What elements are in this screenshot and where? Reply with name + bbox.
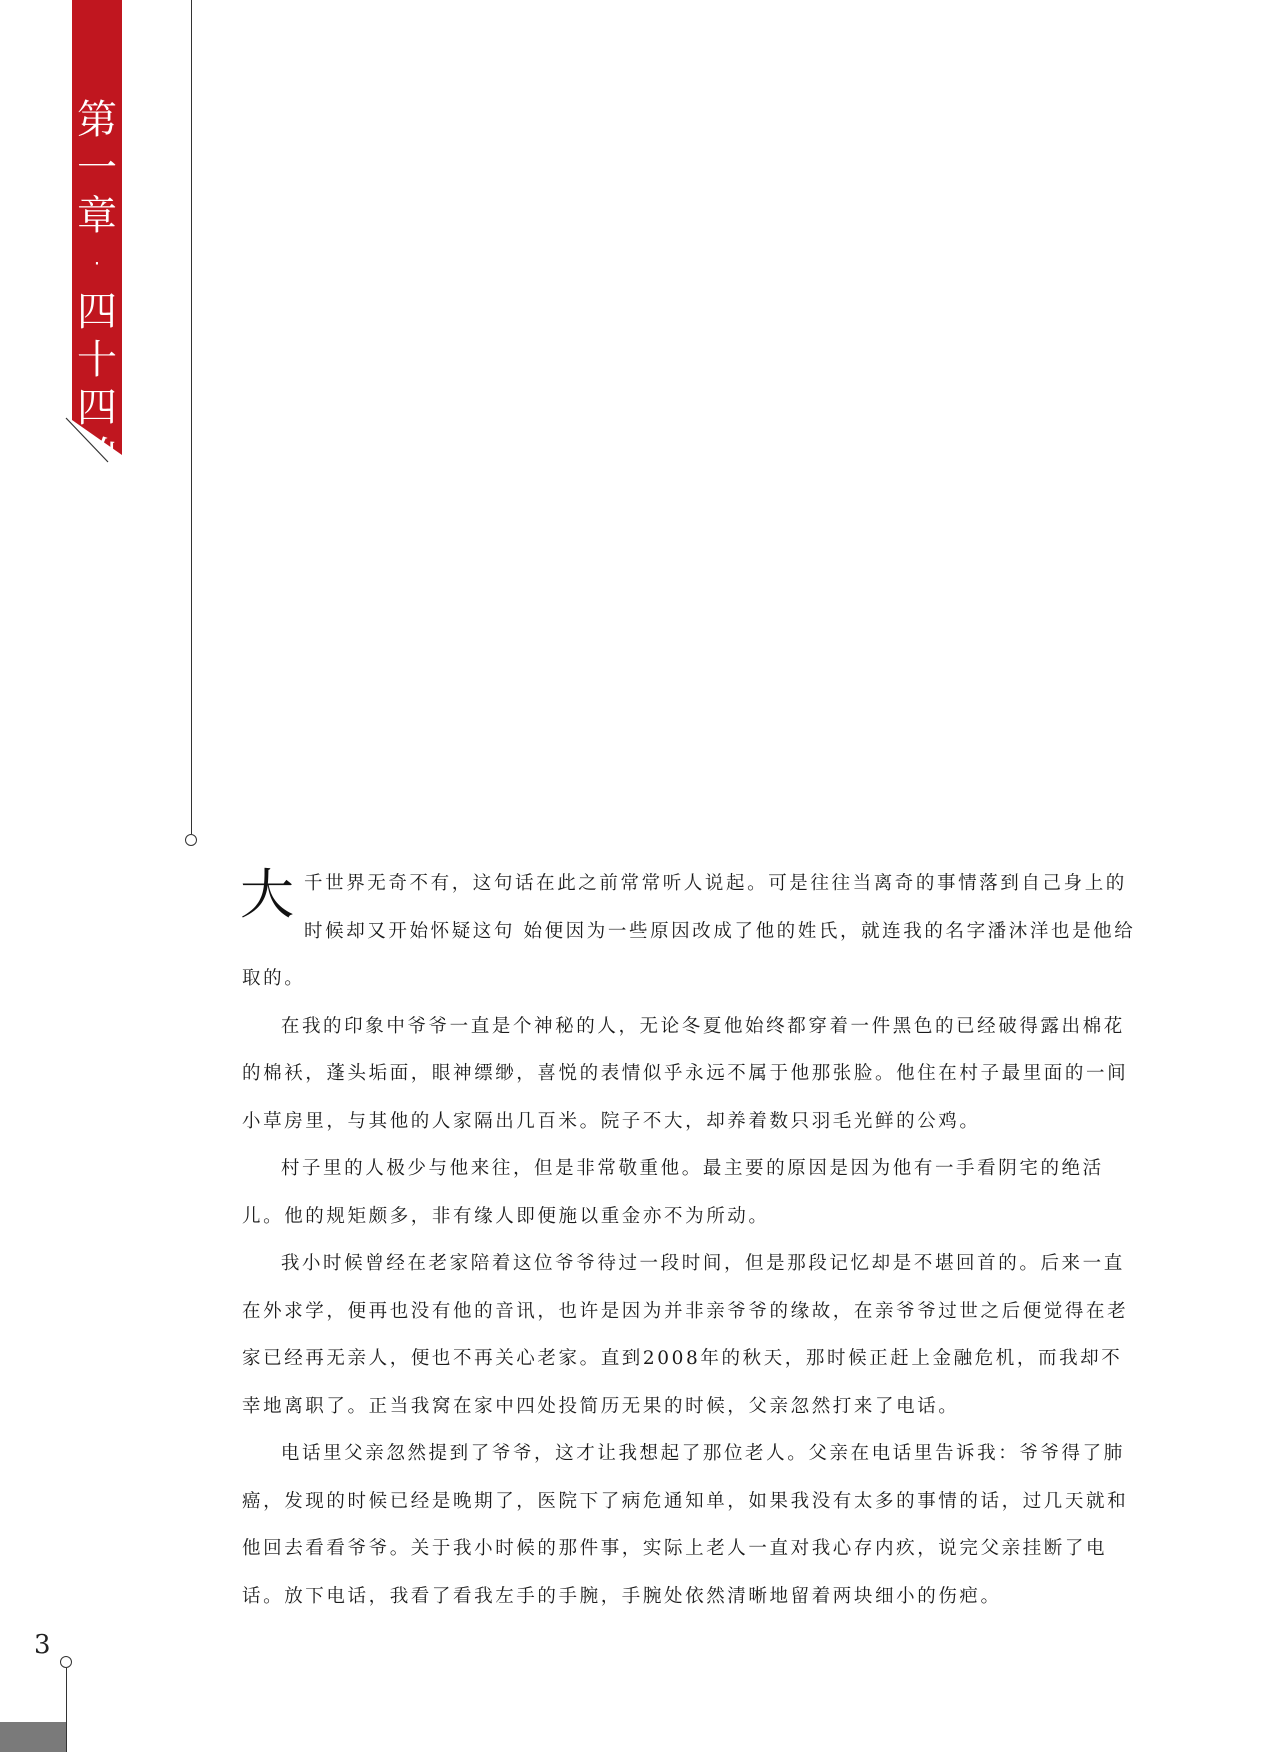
footer-vertical-line (66, 1668, 67, 1752)
chapter-title-char: 一 (77, 145, 117, 191)
banner-diagonal-line (64, 416, 124, 464)
paragraph: 在我的印象中爷爷一直是个神秘的人，无论冬夏他始终都穿着一件黑色的已经破得露出棉花的棉袄，蓬头垢面，眼神缥缈，喜悦的表情似乎永远不属于他那张脸。他住在村子最里面的一间小草房里，与其他的人家隔出几百米。院子不大，却养着数只羽毛光鲜的公鸡。 (242, 1015, 1129, 1132)
drop-cap: 大 (240, 863, 294, 926)
page-number: 3 (34, 1630, 51, 1660)
chapter-title-char: 章 (77, 193, 117, 239)
page-number-circle-ornament (60, 1656, 72, 1668)
vertical-guide-line (191, 0, 192, 834)
footer-gray-block (0, 1722, 66, 1752)
paragraph: 电话里父亲忽然提到了爷爷，这才让我想起了那位老人。父亲在电话里告诉我：爷爷得了肺癌，发现的时候已经是晚期了，医院下了病危通知单，如果我没有太多的事情的话，过几天就和他回去看看爷爷。关于我小时候的那件事，实际上老人一直对我心存内疚，说完父亲挂断了电话。放下电话，我看了看我左手的手腕，手腕处依然清晰地留着两块细小的伤疤。 (242, 1443, 1129, 1607)
chapter-title-char: 十 (77, 337, 117, 383)
chapter-title-char: · (90, 241, 104, 287)
guide-circle-ornament (185, 834, 197, 846)
chapter-title-char: 四 (77, 289, 117, 335)
chapter-title-char: 凶 (77, 433, 117, 479)
paragraph: 村子里的人极少与他来往，但是非常敬重他。最主要的原因是因为他有一手看阴宅的绝活儿。他的规矩颇多，非有缘人即便施以重金亦不为所动。 (242, 1158, 1104, 1227)
paragraph-first (242, 860, 1142, 1003)
article-body (242, 860, 1142, 1620)
paragraph-text: 千世界无奇不有，这句话在此之前常常听人说起。可是往往当离奇的事情落到自己身上的时候却又开始怀疑这句 始便因为一些原因改成了他的姓氏，就连我的名字潘沐洋也是他给取的。 (242, 873, 1136, 989)
chapter-title-char: 第 (77, 97, 117, 143)
paragraph: 我小时候曾经在老家陪着这位爷爷待过一段时间，但是那段记忆却是不堪回首的。后来一直在外求学，便再也没有他的音讯，也许是因为并非亲爷爷的缘故，在亲爷爷过世之后便觉得在老家已经再无亲人，便也不再关心老家。直到2008年的秋天，那时候正赶上金融危机，而我却不幸地离职了。正当我窝在家中四处投简历无果的时候，父亲忽然打来了电话。 (242, 1253, 1129, 1417)
chapter-title-char: 四 (77, 385, 117, 431)
